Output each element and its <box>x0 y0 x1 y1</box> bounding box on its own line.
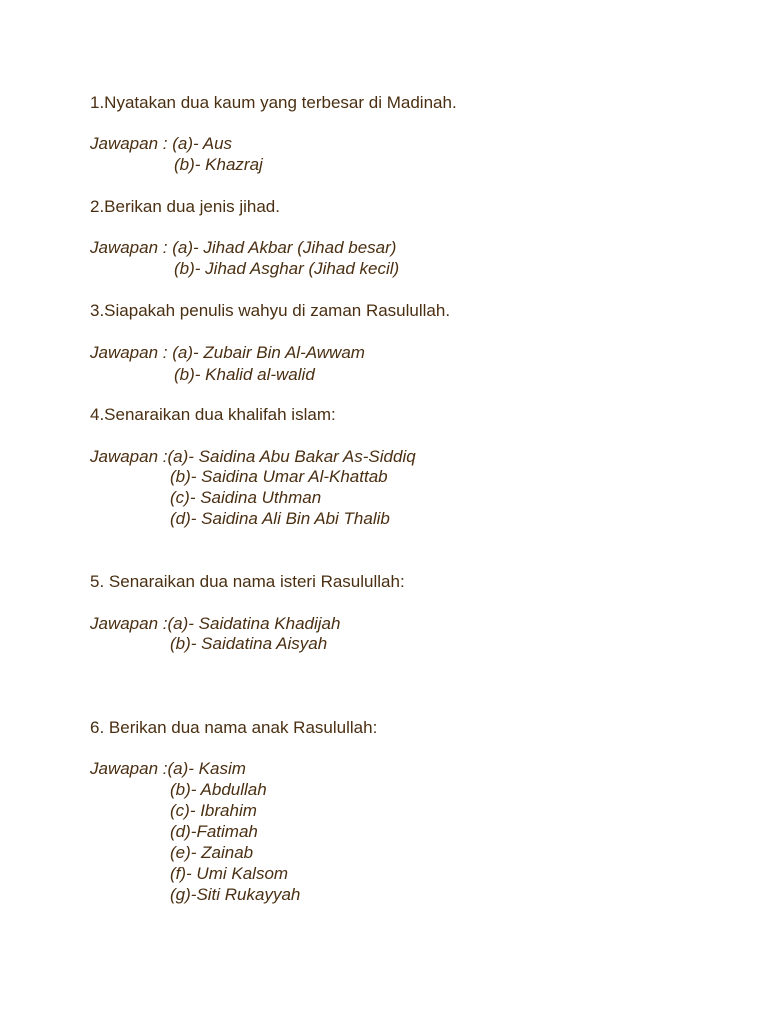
question-4: 4.Senaraikan dua khalifah islam: <box>90 405 336 424</box>
question-6: 6. Berikan dua nama anak Rasulullah: <box>90 718 378 737</box>
answer-2a: Jawapan : (a)- Jihad Akbar (Jihad besar) <box>90 238 397 257</box>
answer-2b: (b)- Jihad Asghar (Jihad kecil) <box>174 259 400 278</box>
answer-6e: (e)- Zainab <box>170 843 254 862</box>
answer-1a: Jawapan : (a)- Aus <box>90 134 233 153</box>
answer-6a: Jawapan :(a)- Kasim <box>90 759 246 778</box>
question-5: 5. Senaraikan dua nama isteri Rasulullah: <box>90 572 405 591</box>
answer-3a: Jawapan : (a)- Zubair Bin Al-Awwam <box>90 343 365 362</box>
answer-5b: (b)- Saidatina Aisyah <box>170 634 328 653</box>
answer-4a: Jawapan :(a)- Saidina Abu Bakar As-Siddiq <box>90 447 416 466</box>
answer-4b: (b)- Saidina Umar Al-Khattab <box>170 467 388 486</box>
answer-6g: (g)-Siti Rukayyah <box>170 885 301 904</box>
question-1: 1.Nyatakan dua kaum yang terbesar di Madinah. <box>90 93 457 112</box>
answer-5a: Jawapan :(a)- Saidatina Khadijah <box>90 614 341 633</box>
answer-6f: (f)- Umi Kalsom <box>170 864 289 883</box>
answer-4c: (c)- Saidina Uthman <box>170 488 322 507</box>
answer-6b: (b)- Abdullah <box>170 780 267 799</box>
answer-4d: (d)- Saidina Ali Bin Abi Thalib <box>170 509 390 528</box>
answer-6c: (c)- Ibrahim <box>170 801 257 820</box>
answer-6d: (d)-Fatimah <box>170 822 258 841</box>
question-2: 2.Berikan dua jenis jihad. <box>90 197 280 216</box>
question-3: 3.Siapakah penulis wahyu di zaman Rasulullah. <box>90 301 451 320</box>
answer-3b: (b)- Khalid al-walid <box>174 365 315 384</box>
answer-1b: (b)- Khazraj <box>174 155 263 174</box>
